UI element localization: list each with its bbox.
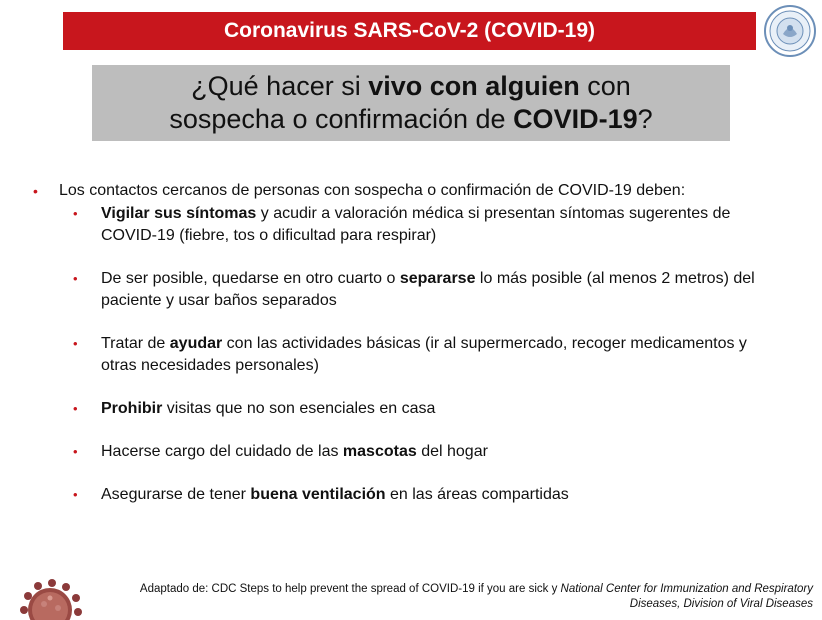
list-item: [73, 268, 773, 312]
list-item: [73, 441, 773, 463]
item-text-post: con las actividades básicas (ir al supermercado, recoger medicamentos y otras necesidades personales): [101, 335, 747, 374]
banner-title: Coronavirus SARS-CoV-2 (COVID-19): [223, 19, 596, 42]
item-text-bold: Vigilar sus síntomas: [101, 205, 257, 222]
bullet-icon: •: [73, 401, 78, 416]
list-item: [73, 484, 773, 506]
item-text-pre: Asegurarse de tener: [101, 486, 251, 503]
footer-italic-text: National Center for Immunization and Respiratory Diseases, Division of Viral Diseases: [560, 583, 813, 610]
bullet-icon: •: [73, 444, 78, 459]
footer-plain-text: Adaptado de: CDC Steps to help prevent the spread of COVID-19 if you are sick y: [139, 583, 561, 595]
title-line2-post: ?: [637, 104, 653, 134]
title-line1-bold: vivo con alguien: [368, 71, 580, 101]
item-text-bold: buena ventilación: [250, 486, 386, 503]
coronavirus-illustration-icon: [0, 560, 110, 620]
header-banner: [63, 12, 756, 50]
item-text-bold: Prohibir: [101, 400, 163, 417]
title-line1-pre: ¿Qué hacer si: [191, 71, 369, 101]
main-bullet-text: Los contactos cercanos de personas con sospecha o confirmación de COVID-19 deben:: [59, 182, 686, 199]
item-text-bold: mascotas: [342, 443, 417, 460]
title-line2-pre: sospecha o confirmación de: [169, 104, 514, 134]
university-seal-icon: [763, 4, 817, 58]
item-text-post: visitas que no son esenciales en casa: [162, 400, 436, 417]
list-item: [73, 203, 773, 247]
item-text-post: en las áreas compartidas: [385, 486, 569, 503]
title-line1-post: con: [579, 71, 631, 101]
source-footnote: [120, 582, 813, 612]
item-text-bold: separarse: [399, 270, 476, 287]
item-text-post: y acudir a valoración médica si presentan síntomas sugerentes de COVID-19 (fiebre, tos o dificultad para respirar): [101, 205, 731, 244]
item-text-pre: Hacerse cargo del cuidado de las: [101, 443, 343, 460]
bullet-icon: •: [73, 336, 78, 351]
list-item: [73, 398, 773, 420]
bullet-icon: •: [73, 487, 78, 502]
item-text-pre: Tratar de: [101, 335, 170, 352]
title-line2-bold: COVID-19: [513, 104, 638, 134]
bullet-icon: •: [73, 271, 78, 286]
slide-title: [92, 65, 730, 141]
bullet-icon: •: [73, 206, 78, 221]
title-line-2: [169, 103, 652, 136]
recommendation-list: [73, 203, 773, 527]
item-text-bold: ayudar: [169, 335, 223, 352]
list-item: [73, 333, 773, 377]
title-line-1: [191, 70, 631, 103]
item-text-post: lo más posible (al menos 2 metros) del paciente y usar baños separados: [101, 270, 755, 309]
main-bullet-icon: •: [33, 183, 38, 199]
item-text-post: del hogar: [416, 443, 488, 460]
item-text-pre: De ser posible, quedarse en otro cuarto o: [101, 270, 400, 287]
